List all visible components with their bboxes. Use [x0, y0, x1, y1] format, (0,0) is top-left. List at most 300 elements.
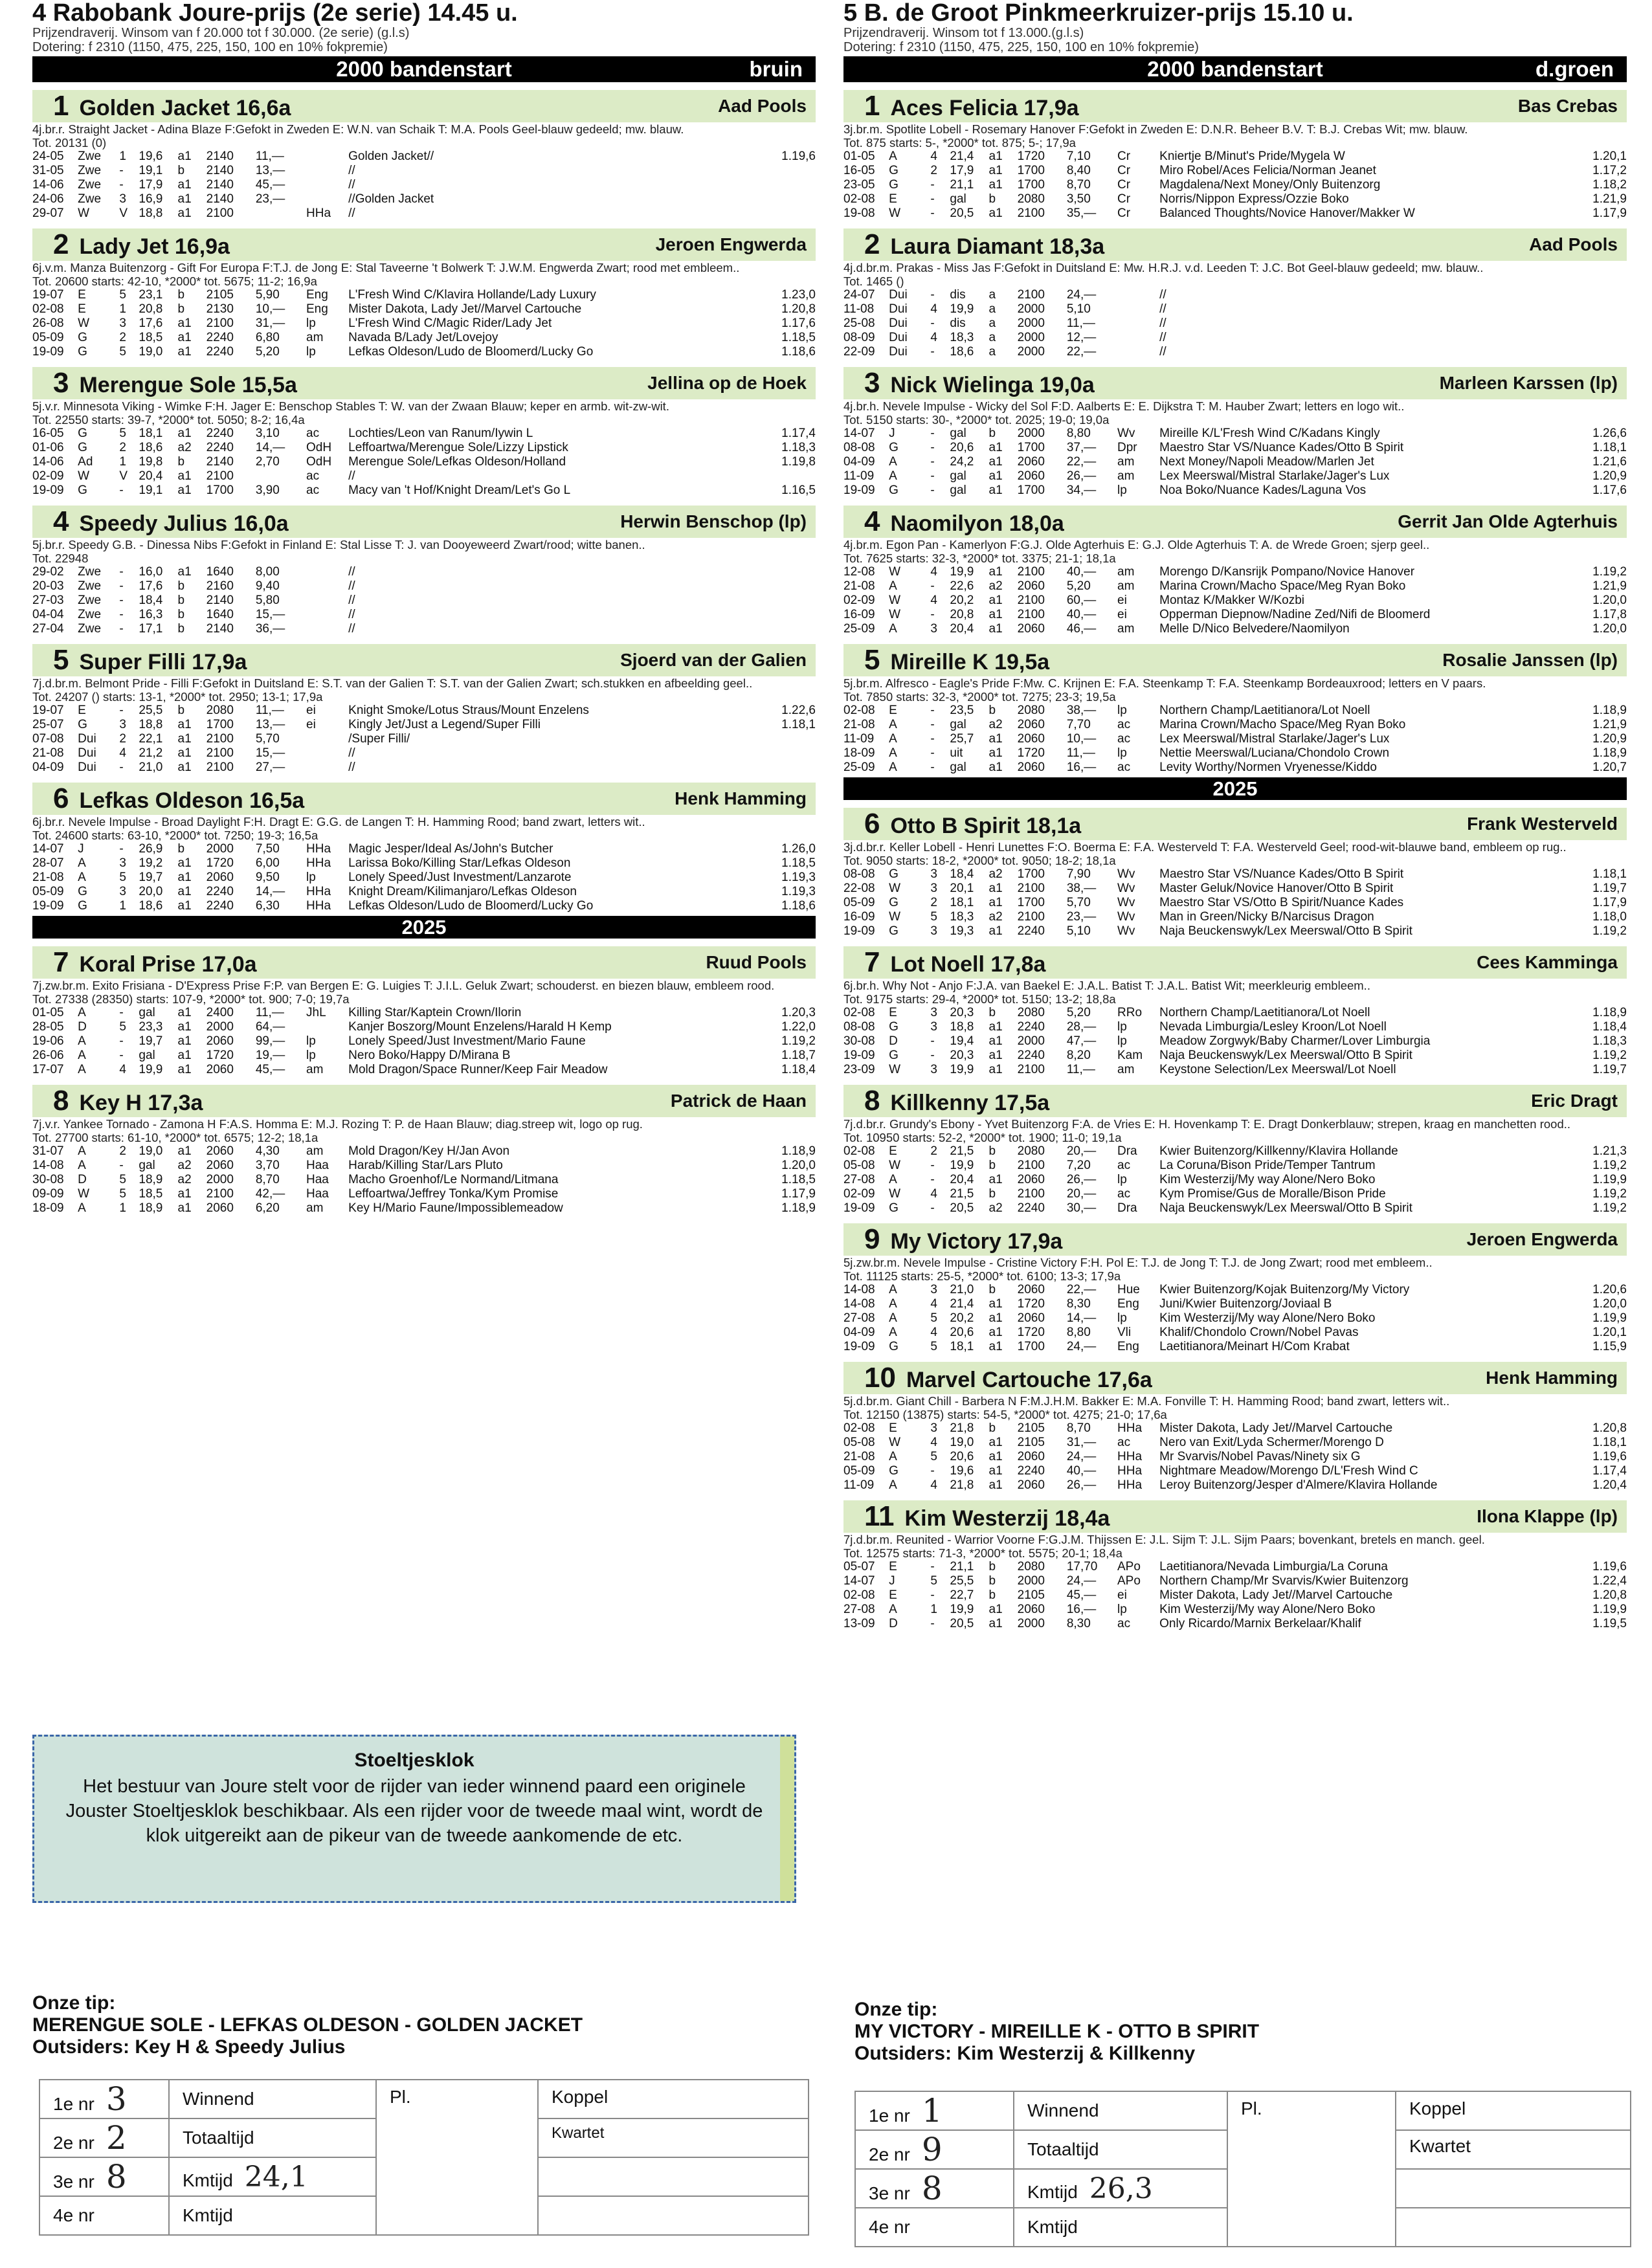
result-cell: [725, 608, 816, 622]
result-cell: 40,—: [1066, 565, 1097, 579]
result-cell: A: [78, 1006, 86, 1019]
result-cell: 21-08: [32, 871, 64, 884]
result-cell: 04-09: [843, 1326, 875, 1339]
horse-name: Nick Wielinga 19,0a: [890, 373, 1095, 397]
result-cell: 1.20,0: [1592, 622, 1627, 636]
result-cell: 19,6: [950, 1464, 974, 1478]
result-row: [843, 1297, 1627, 1311]
result-cell: 21,0: [139, 761, 163, 774]
result-cell: Macy van 't Hof/Knight Dream/Let's Go L: [348, 484, 571, 497]
result-cell: 2240: [1017, 1020, 1045, 1034]
result-cell: ac: [1117, 1617, 1131, 1630]
result-cell: 1700: [1017, 867, 1045, 881]
result-cell: 1.20,8: [1592, 1588, 1627, 1602]
result-cell: 2100: [1017, 1159, 1045, 1172]
result-cell: 1720: [1017, 746, 1045, 760]
field-label: Winnend: [1014, 2091, 1227, 2130]
result-cell: 1.19,5: [1592, 1617, 1627, 1630]
result-cell: 1.19,9: [1592, 1603, 1627, 1616]
result-cell: 24,—: [1066, 288, 1097, 302]
result-cell: 2060: [1017, 1478, 1045, 1492]
result-cell: 2140: [206, 622, 234, 636]
pedigree: 7j.v.r. Yankee Tornado - Zamona H F:A.S. Homma E: M.J. Rozing T: P. de Haan Blauw; diag.streep wit, logo op rug.: [32, 1117, 643, 1131]
result-cell: 1.20,3: [781, 1006, 816, 1019]
result-cell: 16,—: [1066, 1603, 1097, 1616]
tip-heading: Onze tip:: [854, 1999, 938, 2020]
result-cell: 27-08: [843, 1603, 875, 1616]
result-cell: JhL: [306, 1006, 326, 1019]
result-cell: Knight Dream/Kilimanjaro/Lefkas Oldeson: [348, 885, 577, 898]
horse-entry: [843, 367, 1627, 498]
result-row: [32, 885, 816, 899]
result-cell: A: [78, 856, 86, 870]
result-row: [843, 1450, 1627, 1464]
result-cell: -: [119, 608, 124, 621]
result-cell: 37,—: [1066, 441, 1097, 454]
result-cell: b: [177, 622, 185, 636]
horse-entry: [843, 90, 1627, 221]
horse-header: [843, 1500, 1627, 1533]
result-cell: 18,6: [950, 345, 974, 359]
result-cell: 1.19,6: [1592, 1450, 1627, 1463]
result-cell: 26-06: [32, 1049, 64, 1062]
pedigree: 6j.v.m. Manza Buitenzorg - Gift For Europa F:T.J. de Jong E: Stal Taveerne 't Bolwerk T: J.W.M. Engwerda Zwart; rood met embleem..: [32, 261, 740, 274]
result-cell: Eng: [306, 302, 328, 316]
result-cell: a: [988, 345, 996, 359]
result-row: [843, 732, 1627, 746]
result-cell: 2,70: [255, 455, 280, 469]
result-cell: 17,1: [139, 622, 163, 636]
pedigree: 4j.br.r. Straight Jacket - Adina Blaze F:Gefokt in Zweden E: W.N. van Schaik T: M.A. Pools Geel-blauw gedeeld; mw. blauw.: [32, 122, 684, 136]
handwritten-number: 3: [106, 2080, 127, 2118]
result-cell: HHa: [1117, 1478, 1143, 1492]
result-cell: HHa: [306, 899, 331, 913]
result-cell: E: [889, 704, 897, 717]
result-cell: [725, 746, 816, 761]
result-cell: G: [889, 1340, 899, 1353]
field-label: Pl.: [376, 2080, 538, 2235]
result-cell: 23,5: [950, 704, 974, 717]
result-cell: 19-06: [32, 1034, 64, 1048]
result-cell: 20,4: [950, 622, 974, 636]
result-cell: Dpr: [1117, 441, 1137, 454]
result-cell: 42,—: [255, 1187, 285, 1201]
results-table: [843, 150, 1627, 221]
result-row: [32, 1201, 816, 1216]
result-cell: 6,30: [255, 899, 280, 913]
result-cell: 19-08: [843, 206, 875, 220]
result-cell: 1.20,0: [1592, 1297, 1627, 1311]
result-cell: 7,50: [255, 842, 280, 856]
result-cell: 5: [119, 1173, 126, 1186]
result-cell: Zwe: [78, 565, 102, 579]
result-cell: a1: [177, 178, 192, 192]
horse-number: 3: [53, 367, 69, 399]
result-cell: 1.19,2: [1592, 1187, 1627, 1201]
result-cell: 11-09: [843, 732, 875, 746]
result-cell: //: [348, 206, 355, 220]
results-table: [32, 1144, 816, 1216]
result-cell: 25-07: [32, 718, 64, 731]
result-cell: 14-08: [843, 1283, 875, 1296]
result-cell: Laetitianora/Meinart H/Com Krabat: [1159, 1340, 1350, 1353]
result-cell: 16-05: [843, 164, 875, 177]
result-cell: b: [988, 1560, 996, 1573]
result-row: [32, 455, 816, 469]
result-row: [843, 718, 1627, 732]
result-cell: Vli: [1117, 1326, 1132, 1339]
result-cell: 2060: [206, 871, 234, 884]
result-cell: Zwe: [78, 579, 102, 593]
result-cell: Wv: [1117, 882, 1135, 895]
result-cell: Hue: [1117, 1283, 1140, 1296]
start-bar: [843, 56, 1627, 82]
horse-name: Koral Prise 17,0a: [79, 952, 257, 977]
result-cell: HHa: [306, 206, 331, 220]
result-cell: b: [177, 288, 185, 302]
result-cell: V: [119, 206, 128, 220]
result-cell: 1.17,9: [1592, 206, 1627, 220]
result-cell: -: [930, 317, 935, 330]
result-cell: 18,6: [139, 899, 163, 913]
result-cell: [1117, 288, 1159, 302]
result-cell: 16-09: [843, 608, 875, 621]
result-cell: 2: [119, 1144, 126, 1158]
horse-header: [843, 506, 1627, 538]
result-cell: 11,—: [255, 150, 284, 163]
result-cell: 1.18,0: [1592, 910, 1627, 924]
result-cell: E: [78, 288, 86, 302]
result-cell: 99,—: [255, 1034, 285, 1048]
result-cell: G: [889, 178, 899, 192]
results-table: [32, 150, 816, 221]
result-cell: A: [889, 455, 897, 469]
result-cell: b: [177, 455, 185, 469]
result-cell: 28,—: [1066, 1020, 1097, 1034]
result-cell: RRo: [1117, 1006, 1143, 1019]
result-cell: 1.19,9: [1592, 1311, 1627, 1325]
results-table: [32, 704, 816, 775]
box-edge: [780, 1737, 794, 1901]
result-cell: 4: [930, 1436, 937, 1449]
result-cell: [256, 206, 306, 221]
result-cell: a1: [177, 345, 192, 359]
horse-entry: [843, 1500, 1627, 1631]
result-cell: Mireille K/L'Fresh Wind C/Kadans Kingly: [1159, 427, 1380, 440]
race-color: d.groen: [1535, 57, 1614, 81]
driver-name: Aad Pools: [718, 96, 807, 116]
results-table: [843, 427, 1627, 498]
result-cell: Kwier Buitenzorg/Killkenny/Klavira Hollande: [1159, 1144, 1398, 1158]
result-cell: 2140: [206, 178, 234, 192]
result-cell: ac: [1117, 1187, 1131, 1201]
result-row: [843, 1340, 1627, 1354]
result-cell: W: [889, 1187, 901, 1201]
result-cell: 2100: [206, 206, 234, 220]
result-cell: HHa: [306, 842, 331, 856]
result-cell: 2100: [1017, 1063, 1045, 1076]
result-cell: 26,9: [139, 842, 163, 856]
result-row: [32, 206, 816, 221]
result-cell: [725, 206, 816, 221]
result-cell: [306, 746, 348, 761]
horse-entry: [843, 228, 1627, 359]
result-cell: 29-02: [32, 565, 64, 579]
tip-right: [854, 1999, 1259, 2065]
result-cell: 22,—: [1066, 1283, 1097, 1296]
result-cell: lp: [1117, 704, 1127, 717]
result-row: [32, 178, 816, 192]
driver-name: Marleen Karssen (lp): [1439, 373, 1618, 393]
result-cell: 18,8: [139, 206, 163, 220]
result-cell: ac: [1117, 718, 1131, 731]
result-cell: 11,—: [1066, 317, 1095, 330]
result-cell: Next Money/Napoli Meadow/Marlen Jet: [1159, 455, 1374, 469]
result-cell: [256, 469, 306, 484]
result-row: [843, 164, 1627, 178]
result-cell: 10,—: [1066, 732, 1097, 746]
start-bar: [32, 56, 816, 82]
result-cell: a2: [177, 1159, 192, 1172]
horse-number: 7: [53, 946, 69, 978]
result-cell: 19,2: [139, 856, 163, 870]
result-cell: La Coruna/Bison Pride/Temper Tantrum: [1159, 1159, 1376, 1172]
result-cell: 2060: [1017, 1283, 1045, 1296]
result-cell: a1: [988, 1020, 1003, 1034]
result-cell: 14-06: [32, 178, 64, 192]
result-cell: 21-08: [32, 746, 64, 760]
result-row: [32, 150, 816, 164]
result-cell: 13-09: [843, 1617, 875, 1630]
result-cell: 1: [119, 899, 126, 913]
career-total: Tot. 20600 starts: 42-10, *2000* tot. 5675; 11-2; 16,9a: [32, 274, 317, 288]
result-cell: -: [119, 1049, 124, 1062]
horse-number: 1: [864, 90, 880, 122]
result-row: [843, 331, 1627, 345]
result-cell: Wv: [1117, 867, 1135, 881]
result-cell: 20,3: [950, 1049, 974, 1062]
result-cell: 23-05: [843, 178, 875, 192]
result-cell: 36,—: [255, 622, 285, 636]
result-cell: -: [119, 704, 124, 717]
result-cell: 1640: [206, 565, 234, 579]
result-cell: 30-08: [32, 1173, 64, 1186]
result-cell: b: [988, 1283, 996, 1296]
result-cell: 14-07: [843, 1574, 875, 1588]
result-cell: 1.18,1: [1592, 441, 1627, 454]
result-cell: 2060: [1017, 579, 1045, 593]
result-cell: 20,0: [139, 885, 163, 898]
result-cell: Ad: [78, 455, 93, 469]
result-cell: 5: [119, 288, 126, 302]
result-cell: 2100: [1017, 565, 1045, 579]
result-cell: ac: [1117, 1159, 1131, 1172]
result-cell: Balanced Thoughts/Novice Hanover/Makker W: [1159, 206, 1415, 220]
result-cell: am: [1117, 579, 1135, 593]
result-cell: E: [78, 704, 86, 717]
result-cell: 3: [930, 1421, 937, 1435]
result-cell: [306, 178, 348, 192]
result-cell: 4,30: [255, 1144, 280, 1158]
result-cell: a: [988, 288, 996, 302]
result-cell: a1: [988, 1340, 1003, 1353]
result-cell: L'Fresh Wind C/Magic Rider/Lady Jet: [348, 317, 552, 330]
result-cell: a1: [988, 1063, 1003, 1076]
result-cell: 1.19,2: [1592, 1049, 1627, 1062]
horse-entry: [843, 808, 1627, 939]
result-row: [843, 1421, 1627, 1436]
result-cell: Khalif/Chondolo Crown/Nobel Pavas: [1159, 1326, 1359, 1339]
result-cell: 6,20: [255, 1201, 280, 1215]
result-row: [843, 192, 1627, 206]
result-cell: 24-05: [32, 150, 64, 163]
result-cell: 1.20,9: [1592, 732, 1627, 746]
career-total: Tot. 22948: [32, 551, 89, 565]
result-cell: [1117, 331, 1159, 345]
result-cell: 17,9: [950, 164, 974, 177]
result-cell: Levity Worthy/Normen Vryenesse/Kiddo: [1159, 761, 1377, 774]
result-cell: lp: [306, 871, 316, 884]
result-cell: Maestro Star VS/Nuance Kades/Otto B Spirit: [1159, 441, 1404, 454]
result-cell: 11,—: [1066, 1063, 1095, 1076]
result-cell: -: [930, 484, 935, 497]
result-cell: G: [889, 896, 899, 909]
result-cell: 5: [119, 1020, 126, 1034]
result-cell: //: [348, 469, 355, 483]
result-cell: L'Fresh Wind C/Klavira Hollande/Lady Luxury: [348, 288, 596, 302]
result-cell: b: [177, 842, 185, 856]
horse-entry: [843, 506, 1627, 636]
result-row: [843, 206, 1627, 221]
row-label: 4e nr: [39, 2196, 169, 2235]
result-cell: 16,0: [139, 565, 163, 579]
result-cell: 3: [930, 622, 937, 636]
result-row: [32, 608, 816, 622]
result-cell: 3: [930, 867, 937, 881]
result-cell: 2160: [206, 579, 234, 593]
result-cell: a1: [177, 192, 192, 206]
result-cell: a1: [988, 178, 1003, 192]
result-cell: Marina Crown/Macho Space/Meg Ryan Boko: [1159, 579, 1406, 593]
result-cell: Kim Westerzij/My way Alone/Nero Boko: [1159, 1311, 1376, 1325]
result-cell: 1.17,9: [1592, 896, 1627, 909]
horse-name: Kim Westerzij 18,4a: [904, 1506, 1110, 1531]
result-cell: [725, 565, 816, 579]
row-label: 1e nr: [53, 2094, 95, 2114]
horse-number: 2: [864, 228, 880, 260]
horse-header: [32, 367, 816, 399]
horse-number: 5: [864, 644, 880, 676]
result-cell: E: [889, 1006, 897, 1019]
result-cell: 8,30: [1066, 1297, 1091, 1311]
result-cell: 6,00: [255, 856, 280, 870]
result-cell: //: [348, 761, 355, 774]
result-cell: a: [988, 317, 996, 330]
result-cell: Northern Champ/Laetitianora/Lot Noell: [1159, 1006, 1370, 1019]
driver-name: Rosalie Janssen (lp): [1442, 650, 1618, 670]
result-cell: Harab/Killing Star/Lars Pluto: [348, 1159, 503, 1172]
result-row: [843, 288, 1627, 302]
result-row: [843, 317, 1627, 331]
result-cell: a1: [988, 1034, 1003, 1048]
result-cell: 2: [930, 1144, 937, 1158]
result-cell: 1700: [206, 484, 234, 497]
result-cell: [306, 622, 348, 636]
result-cell: 4: [119, 746, 126, 760]
result-row: [32, 441, 816, 455]
result-cell: 22,1: [139, 732, 163, 746]
driver-name: Eric Dragt: [1531, 1091, 1618, 1111]
result-cell: Killing Star/Kaptein Crown/Ilorin: [348, 1006, 522, 1019]
result-cell: 31-05: [32, 164, 64, 177]
box-title: Stoeltjesklok: [354, 1750, 474, 1771]
result-cell: //: [348, 594, 355, 607]
result-cell: 05-09: [32, 885, 64, 898]
result-cell: 2240: [206, 899, 234, 913]
result-cell: E: [889, 1588, 897, 1602]
year-divider: 2025: [32, 916, 816, 939]
horse-header: [843, 367, 1627, 399]
result-cell: a1: [988, 1297, 1003, 1311]
result-cell: 2060: [1017, 1450, 1045, 1463]
result-cell: 2000: [1017, 345, 1045, 359]
result-cell: 11-09: [843, 469, 875, 483]
result-cell: Zwe: [78, 622, 102, 636]
result-cell: Larissa Boko/Killing Star/Lefkas Oldeson: [348, 856, 571, 870]
result-cell: 4: [930, 1326, 937, 1339]
result-cell: //Golden Jacket: [348, 192, 434, 206]
result-cell: 2000: [1017, 1617, 1045, 1630]
horse-number: 4: [864, 506, 880, 537]
result-cell: Merengue Sole/Lefkas Oldeson/Holland: [348, 455, 566, 469]
result-cell: b: [177, 579, 185, 593]
result-cell: 2000: [1017, 302, 1045, 316]
result-cell: A: [78, 1034, 86, 1048]
field-label: Pl.: [1227, 2091, 1396, 2247]
result-cell: 21,5: [950, 1187, 974, 1201]
result-cell: J: [889, 427, 895, 440]
driver-name: Jellina op de Hoek: [647, 373, 807, 393]
result-row: [843, 882, 1627, 896]
result-cell: 18,8: [950, 1020, 974, 1034]
result-cell: 2105: [1017, 1436, 1045, 1449]
result-cell: 4: [930, 1187, 937, 1201]
result-cell: a1: [988, 1436, 1003, 1449]
result-cell: 28-05: [32, 1020, 64, 1034]
result-cell: 1.20,4: [1592, 1478, 1627, 1492]
result-cell: a2: [988, 867, 1003, 881]
result-cell: a1: [177, 469, 192, 483]
result-cell: Lefkas Oldeson/Ludo de Bloomerd/Lucky Go: [348, 899, 594, 913]
result-row: [32, 1159, 816, 1173]
result-cell: 26,—: [1066, 1173, 1097, 1186]
result-cell: 1.18,9: [1592, 746, 1627, 760]
result-cell: 14-08: [32, 1159, 64, 1172]
result-cell: 2140: [206, 150, 234, 163]
horse-entry: [843, 1223, 1627, 1354]
result-cell: 2240: [206, 331, 234, 344]
result-cell: 2000: [206, 842, 234, 856]
result-row: [843, 1283, 1627, 1297]
result-cell: [306, 608, 348, 622]
results-table: [32, 288, 816, 359]
result-cell: Dui: [78, 761, 96, 774]
result-cell: Master Geluk/Novice Hanover/Otto B Spirit: [1159, 882, 1394, 895]
result-cell: 3: [930, 1283, 937, 1296]
result-cell: 9,50: [255, 871, 280, 884]
result-cell: lp: [1117, 1603, 1127, 1616]
result-cell: 1.22,6: [781, 704, 816, 717]
